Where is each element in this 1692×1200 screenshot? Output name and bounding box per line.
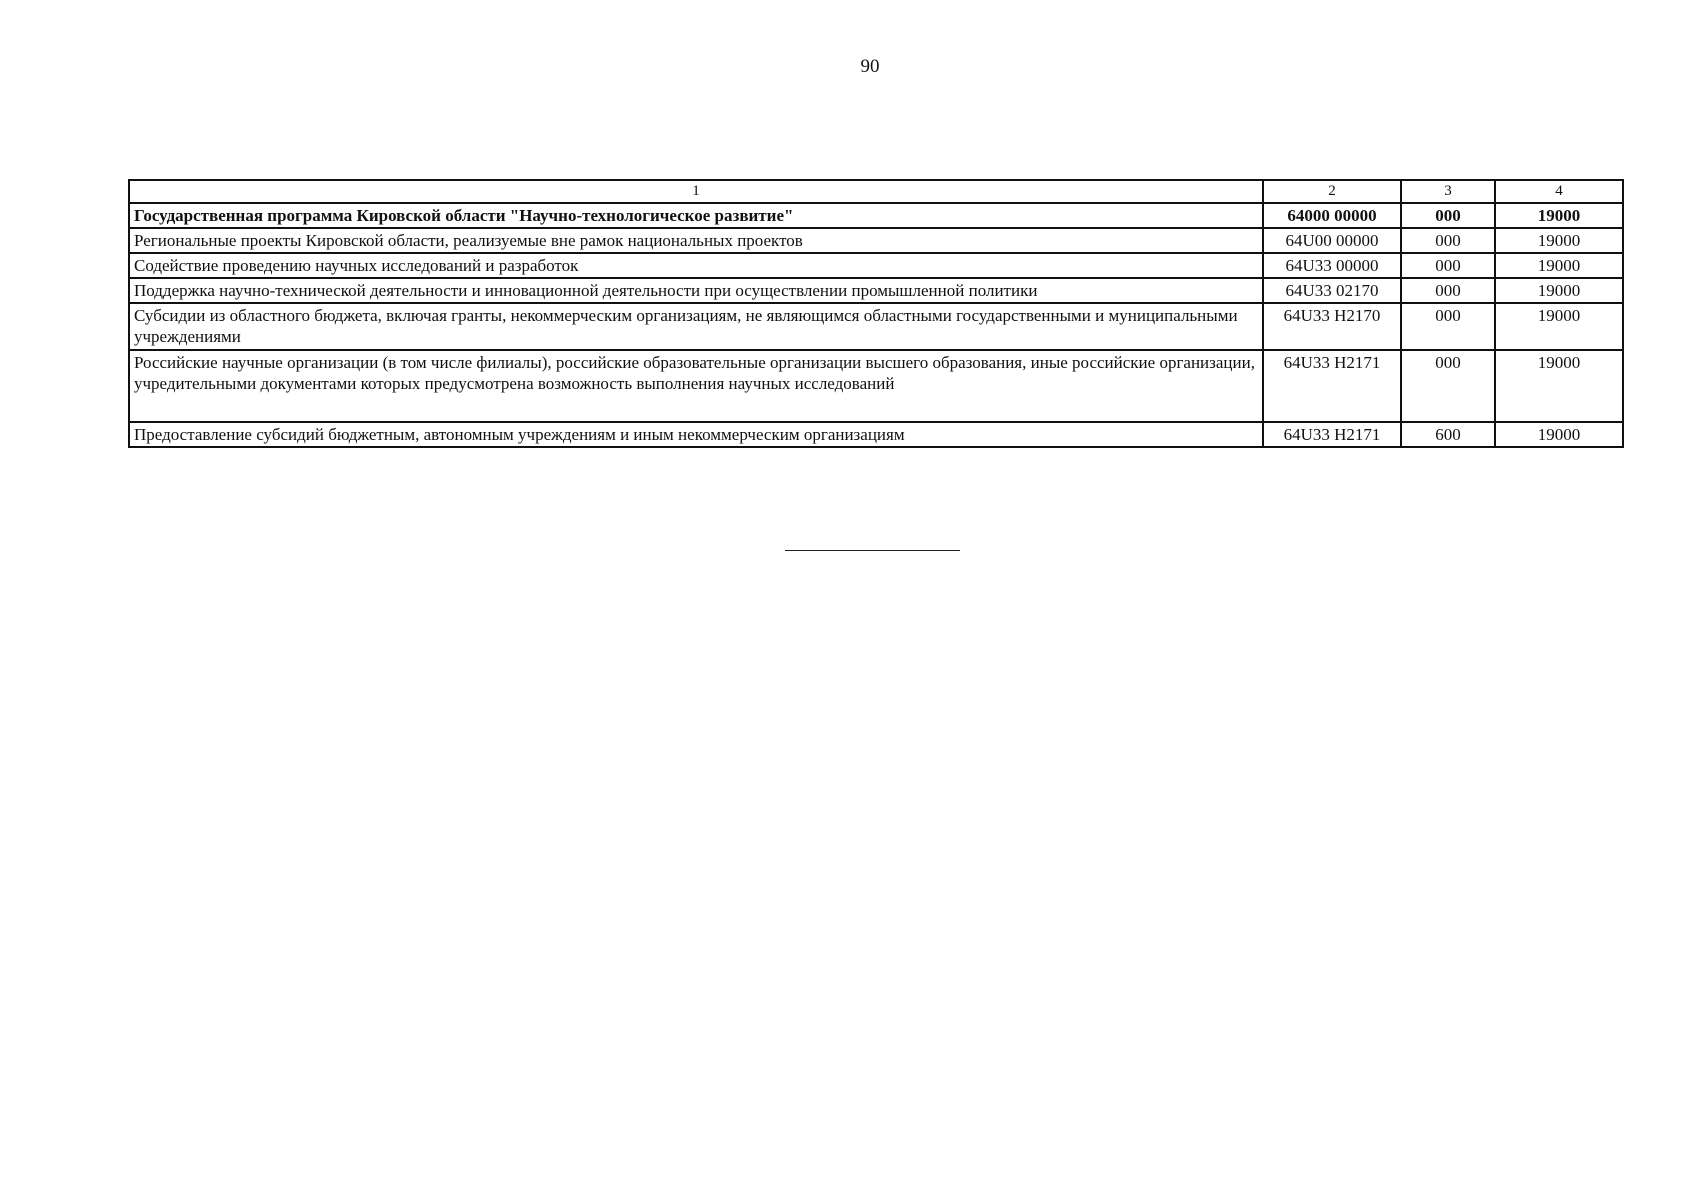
column-header-2: 2 — [1263, 180, 1401, 203]
row-name: Государственная программа Кировской области "Научно-технологическое развитие" — [129, 203, 1263, 228]
row-code: 64000 00000 — [1263, 203, 1401, 228]
table-row — [129, 422, 1623, 447]
budget-table — [128, 179, 1624, 448]
row-amount: 19000 — [1495, 203, 1623, 228]
row-code: 64U00 00000 — [1263, 228, 1401, 253]
table-row — [129, 303, 1623, 350]
row-amount: 19000 — [1495, 422, 1623, 447]
row-amount: 19000 — [1495, 228, 1623, 253]
row-type: 000 — [1401, 203, 1495, 228]
table-row — [129, 278, 1623, 303]
table-row — [129, 350, 1623, 422]
row-type: 000 — [1401, 228, 1495, 253]
row-amount: 19000 — [1495, 303, 1623, 350]
row-name: Поддержка научно-технической деятельности и инновационной деятельности при осуществлении промышленной политики — [129, 278, 1263, 303]
row-amount: 19000 — [1495, 253, 1623, 278]
table-row — [129, 253, 1623, 278]
row-code: 64U33 00000 — [1263, 253, 1401, 278]
table-header-row — [129, 180, 1623, 203]
row-name: Региональные проекты Кировской области, реализуемые вне рамок национальных проектов — [129, 228, 1263, 253]
row-type: 000 — [1401, 253, 1495, 278]
table-row — [129, 203, 1623, 228]
table-row — [129, 228, 1623, 253]
row-type: 000 — [1401, 303, 1495, 350]
row-code: 64U33 H2170 — [1263, 303, 1401, 350]
row-code: 64U33 H2171 — [1263, 422, 1401, 447]
row-amount: 19000 — [1495, 350, 1623, 422]
row-name: Содействие проведению научных исследований и разработок — [129, 253, 1263, 278]
page-number: 90 — [860, 56, 880, 77]
row-name: Субсидии из областного бюджета, включая гранты, некоммерческим организациям, не являющимся областными государственными и муниципальными учреждениями — [129, 303, 1263, 350]
row-code: 64U33 H2171 — [1263, 350, 1401, 422]
end-separator-line — [785, 550, 960, 551]
row-name: Российские научные организации (в том числе филиалы), российские образовательные организации высшего образования, иные российские организации, учредительными документами которых предусмотрена возможность выполнения научных исследований — [129, 350, 1263, 422]
row-amount: 19000 — [1495, 278, 1623, 303]
row-name: Предоставление субсидий бюджетным, автономным учреждениям и иным некоммерческим организациям — [129, 422, 1263, 447]
column-header-3: 3 — [1401, 180, 1495, 203]
row-type: 000 — [1401, 278, 1495, 303]
row-type: 000 — [1401, 350, 1495, 422]
row-code: 64U33 02170 — [1263, 278, 1401, 303]
row-type: 600 — [1401, 422, 1495, 447]
column-header-1: 1 — [129, 180, 1263, 203]
column-header-4: 4 — [1495, 180, 1623, 203]
